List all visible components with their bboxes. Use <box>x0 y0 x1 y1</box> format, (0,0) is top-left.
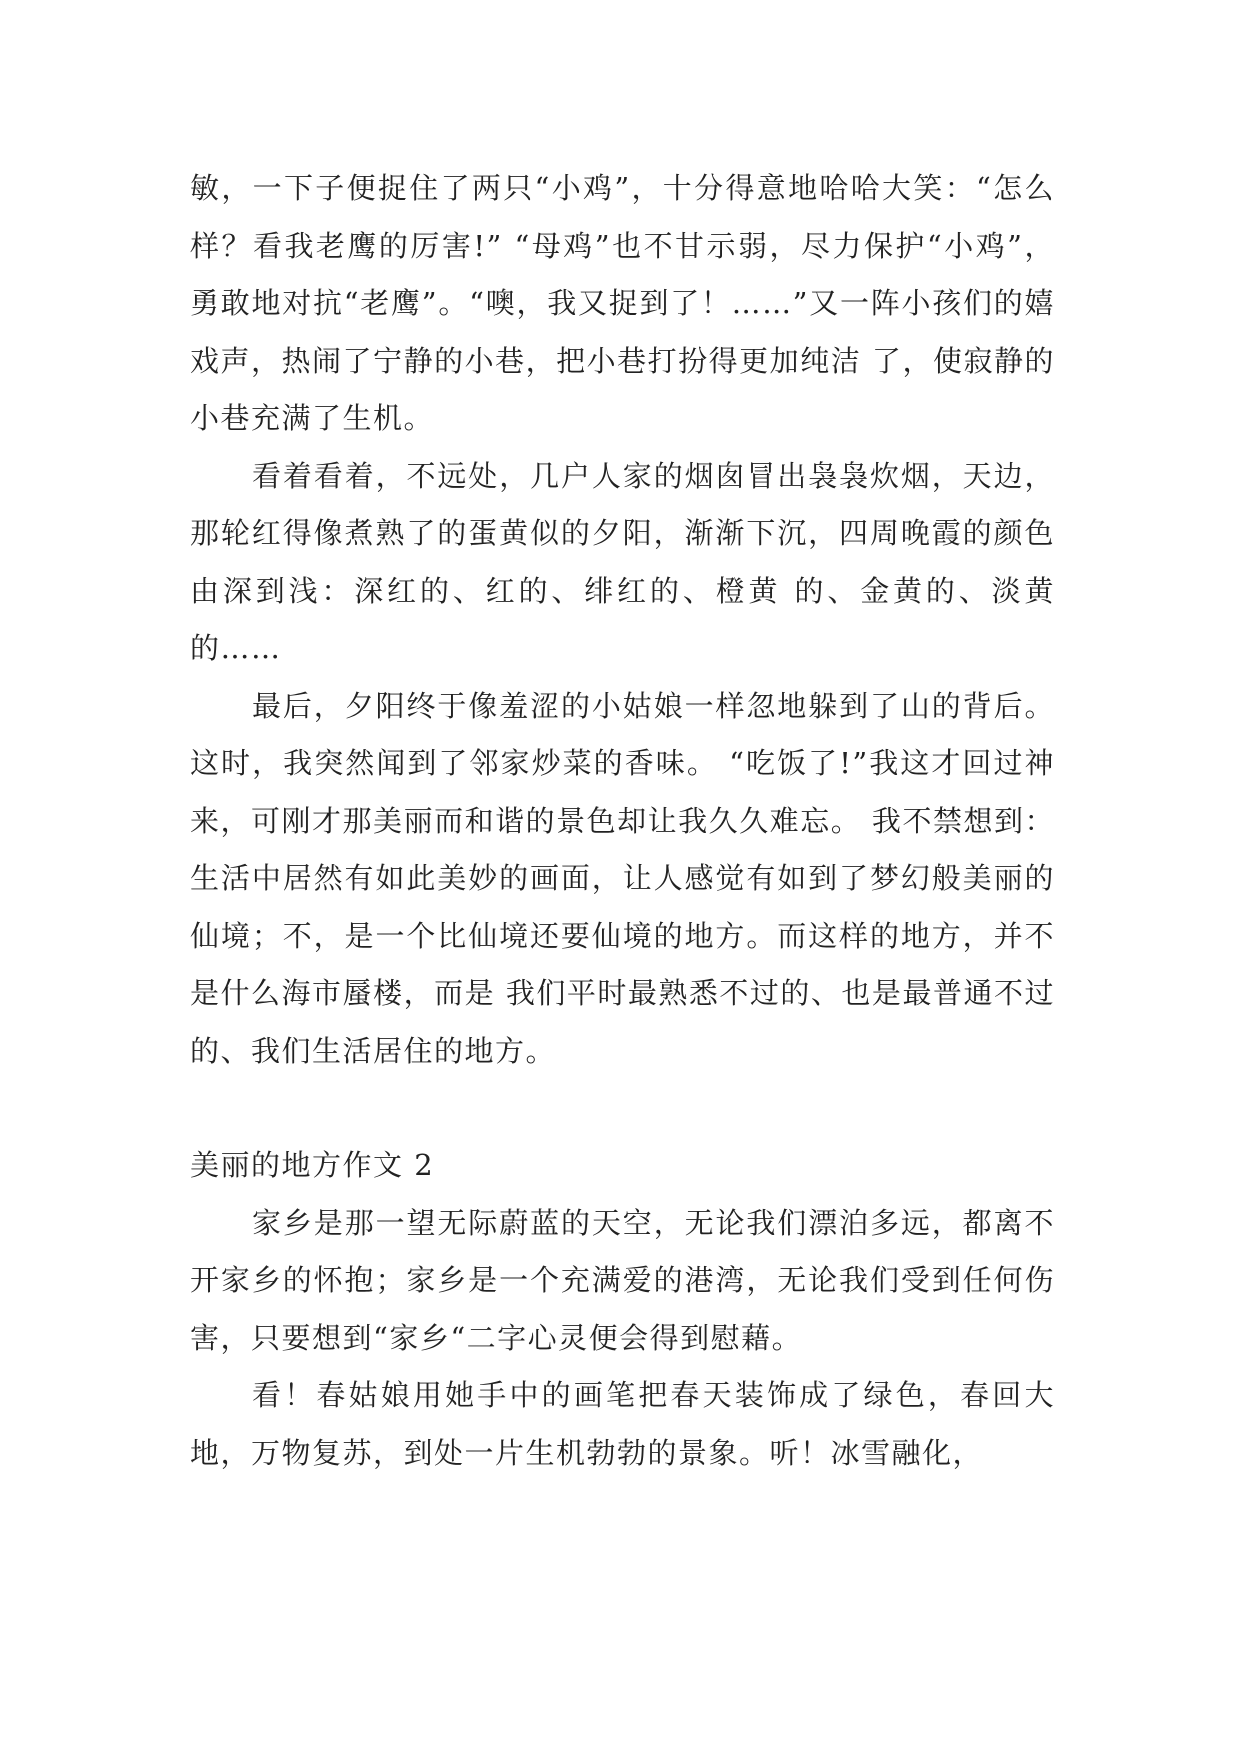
document-body <box>190 160 1055 1482</box>
paragraph-sunset: 看着看着，不远处，几户人家的烟囱冒出袅袅炊烟，天边，那轮红得像煮熟了的蛋黄似的夕阳，渐渐下沉，四周晚霞的颜色由深到浅：深红的、红的、绯红的、橙黄 的、金黄的、淡黄的…… <box>190 458 1055 665</box>
section-heading: 美丽的地方作文 2 <box>190 1148 435 1182</box>
paragraph-spring: 看！春姑娘用她手中的画笔把春天装饰成了绿色，春回大地，万物复苏，到处一片生机勃勃的景象。听！冰雪融化， <box>190 1378 1055 1470</box>
paragraph-continued: 敏，一下子便捉住了两只“小鸡”，十分得意地哈哈大笑：“怎么样？看我老鹰的厉害!” “母鸡”也不甘示弱，尽力保护“小鸡”，勇敢地对抗“老鹰”。“噢，我又捉到了！……”又一阵小孩们的嬉戏声，热闹了宁静的小巷，把小巷打扮得更加纯洁 了，使寂静的小巷充满了生机。 <box>190 171 1055 435</box>
paragraph-hometown: 家乡是那一望无际蔚蓝的天空，无论我们漂泊多远，都离不开家乡的怀抱；家乡是一个充满爱的港湾，无论我们受到任何伤害，只要想到“家乡“二字心灵便会得到慰藉。 <box>190 1205 1055 1355</box>
paragraph-dinner: 最后，夕阳终于像羞涩的小姑娘一样忽地躲到了山的背后。 这时，我突然闻到了邻家炒菜的香味。 “吃饭了!”我这才回过神来，可刚才那美丽而和谐的景色却让我久久难忘。 我不禁想到：生活中居然有如此美妙的画面，让人感觉有如到了梦幻般美丽的仙境；不，是一个比仙境还要仙境的地方。而这样的地方，并不是什么海市蜃楼，而是 我们平时最熟悉不过的、也是最普通不过的、我们生活居住的地方。 <box>190 688 1055 1068</box>
